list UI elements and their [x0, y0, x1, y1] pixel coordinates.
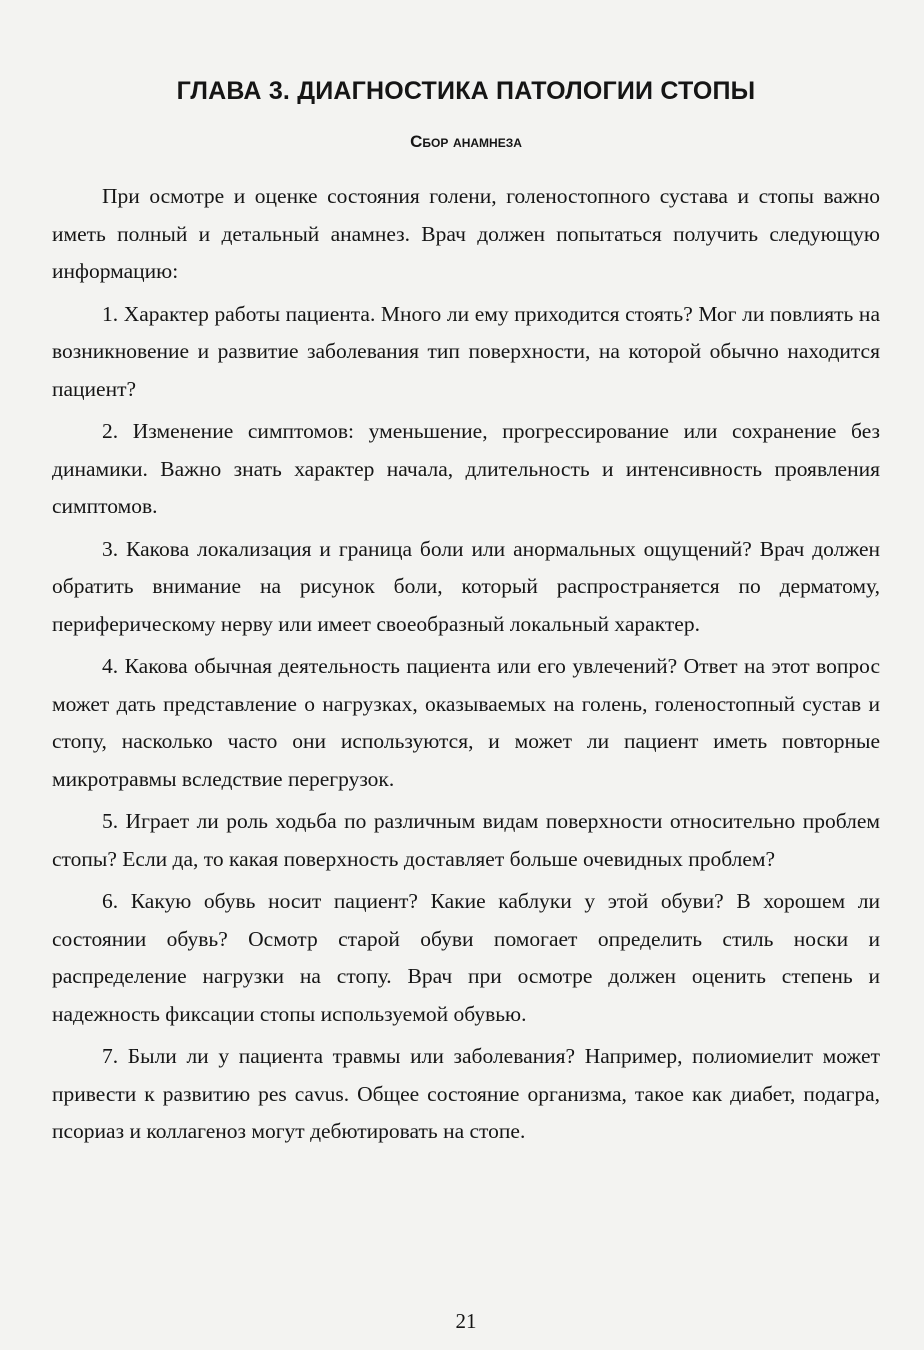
- page-number: 21: [455, 1309, 477, 1333]
- body-text: [52, 178, 880, 1156]
- list-item-7: 7. Были ли у пациента травмы или заболевания? Например, полиомиелит может привести к развитию pes cavus. Общее состояние организма, такое как диабет, подагра, псориаз и коллагеноз могут дебютировать на стопе.: [52, 1044, 880, 1143]
- list-item-1: 1. Характер работы пациента. Много ли ему приходится стоять? Мог ли повлиять на возникновение и развитие заболевания тип поверхности, на которой обычно находится пациент?: [52, 301, 880, 401]
- list-item-6: 6. Какую обувь носит пациент? Какие каблуки у этой обуви? В хорошем ли состоянии обувь? Осмотр старой обуви помогает определить стиль носки и распределение нагрузки на стопу. Врач при осмотре должен оценить степень и надежность фиксации стопы используемой обувью.: [52, 889, 880, 1026]
- chapter-title: ГЛАВА 3. ДИАГНОСТИКА ПАТОЛОГИИ СТОПЫ: [176, 77, 756, 105]
- list-item-4: 4. Какова обычная деятельность пациента или его увлечений? Ответ на этот вопрос может дать представление о нагрузках, оказываемых на голень, голеностопный сустав и стопу, насколько часто они используются, и может ли пациент иметь повторные микротравмы вследствие перегрузок.: [52, 654, 880, 791]
- section-title: Сбор анамнеза: [410, 132, 522, 151]
- intro-paragraph: При осмотре и оценке состояния голени, голеностопного сустава и стопы важно иметь полный и детальный анамнез. Врач должен попытаться получить следующую информацию:: [52, 184, 880, 283]
- list-item-5: 5. Играет ли роль ходьба по различным видам поверхности относительно проблем стопы? Если да, то какая поверхность доставляет больше очевидных проблем?: [52, 809, 880, 871]
- list-item-2: 2. Изменение симптомов: уменьшение, прогрессирование или сохранение без динамики. Важно знать характер начала, длительность и интенсивность проявления симптомов.: [52, 419, 880, 518]
- list-item-3: 3. Какова локализация и граница боли или анормальных ощущений? Врач должен обратить внимание на рисунок боли, который распространяется по дерматому, периферическому нерву или имеет своеобразный локальный характер.: [52, 536, 880, 636]
